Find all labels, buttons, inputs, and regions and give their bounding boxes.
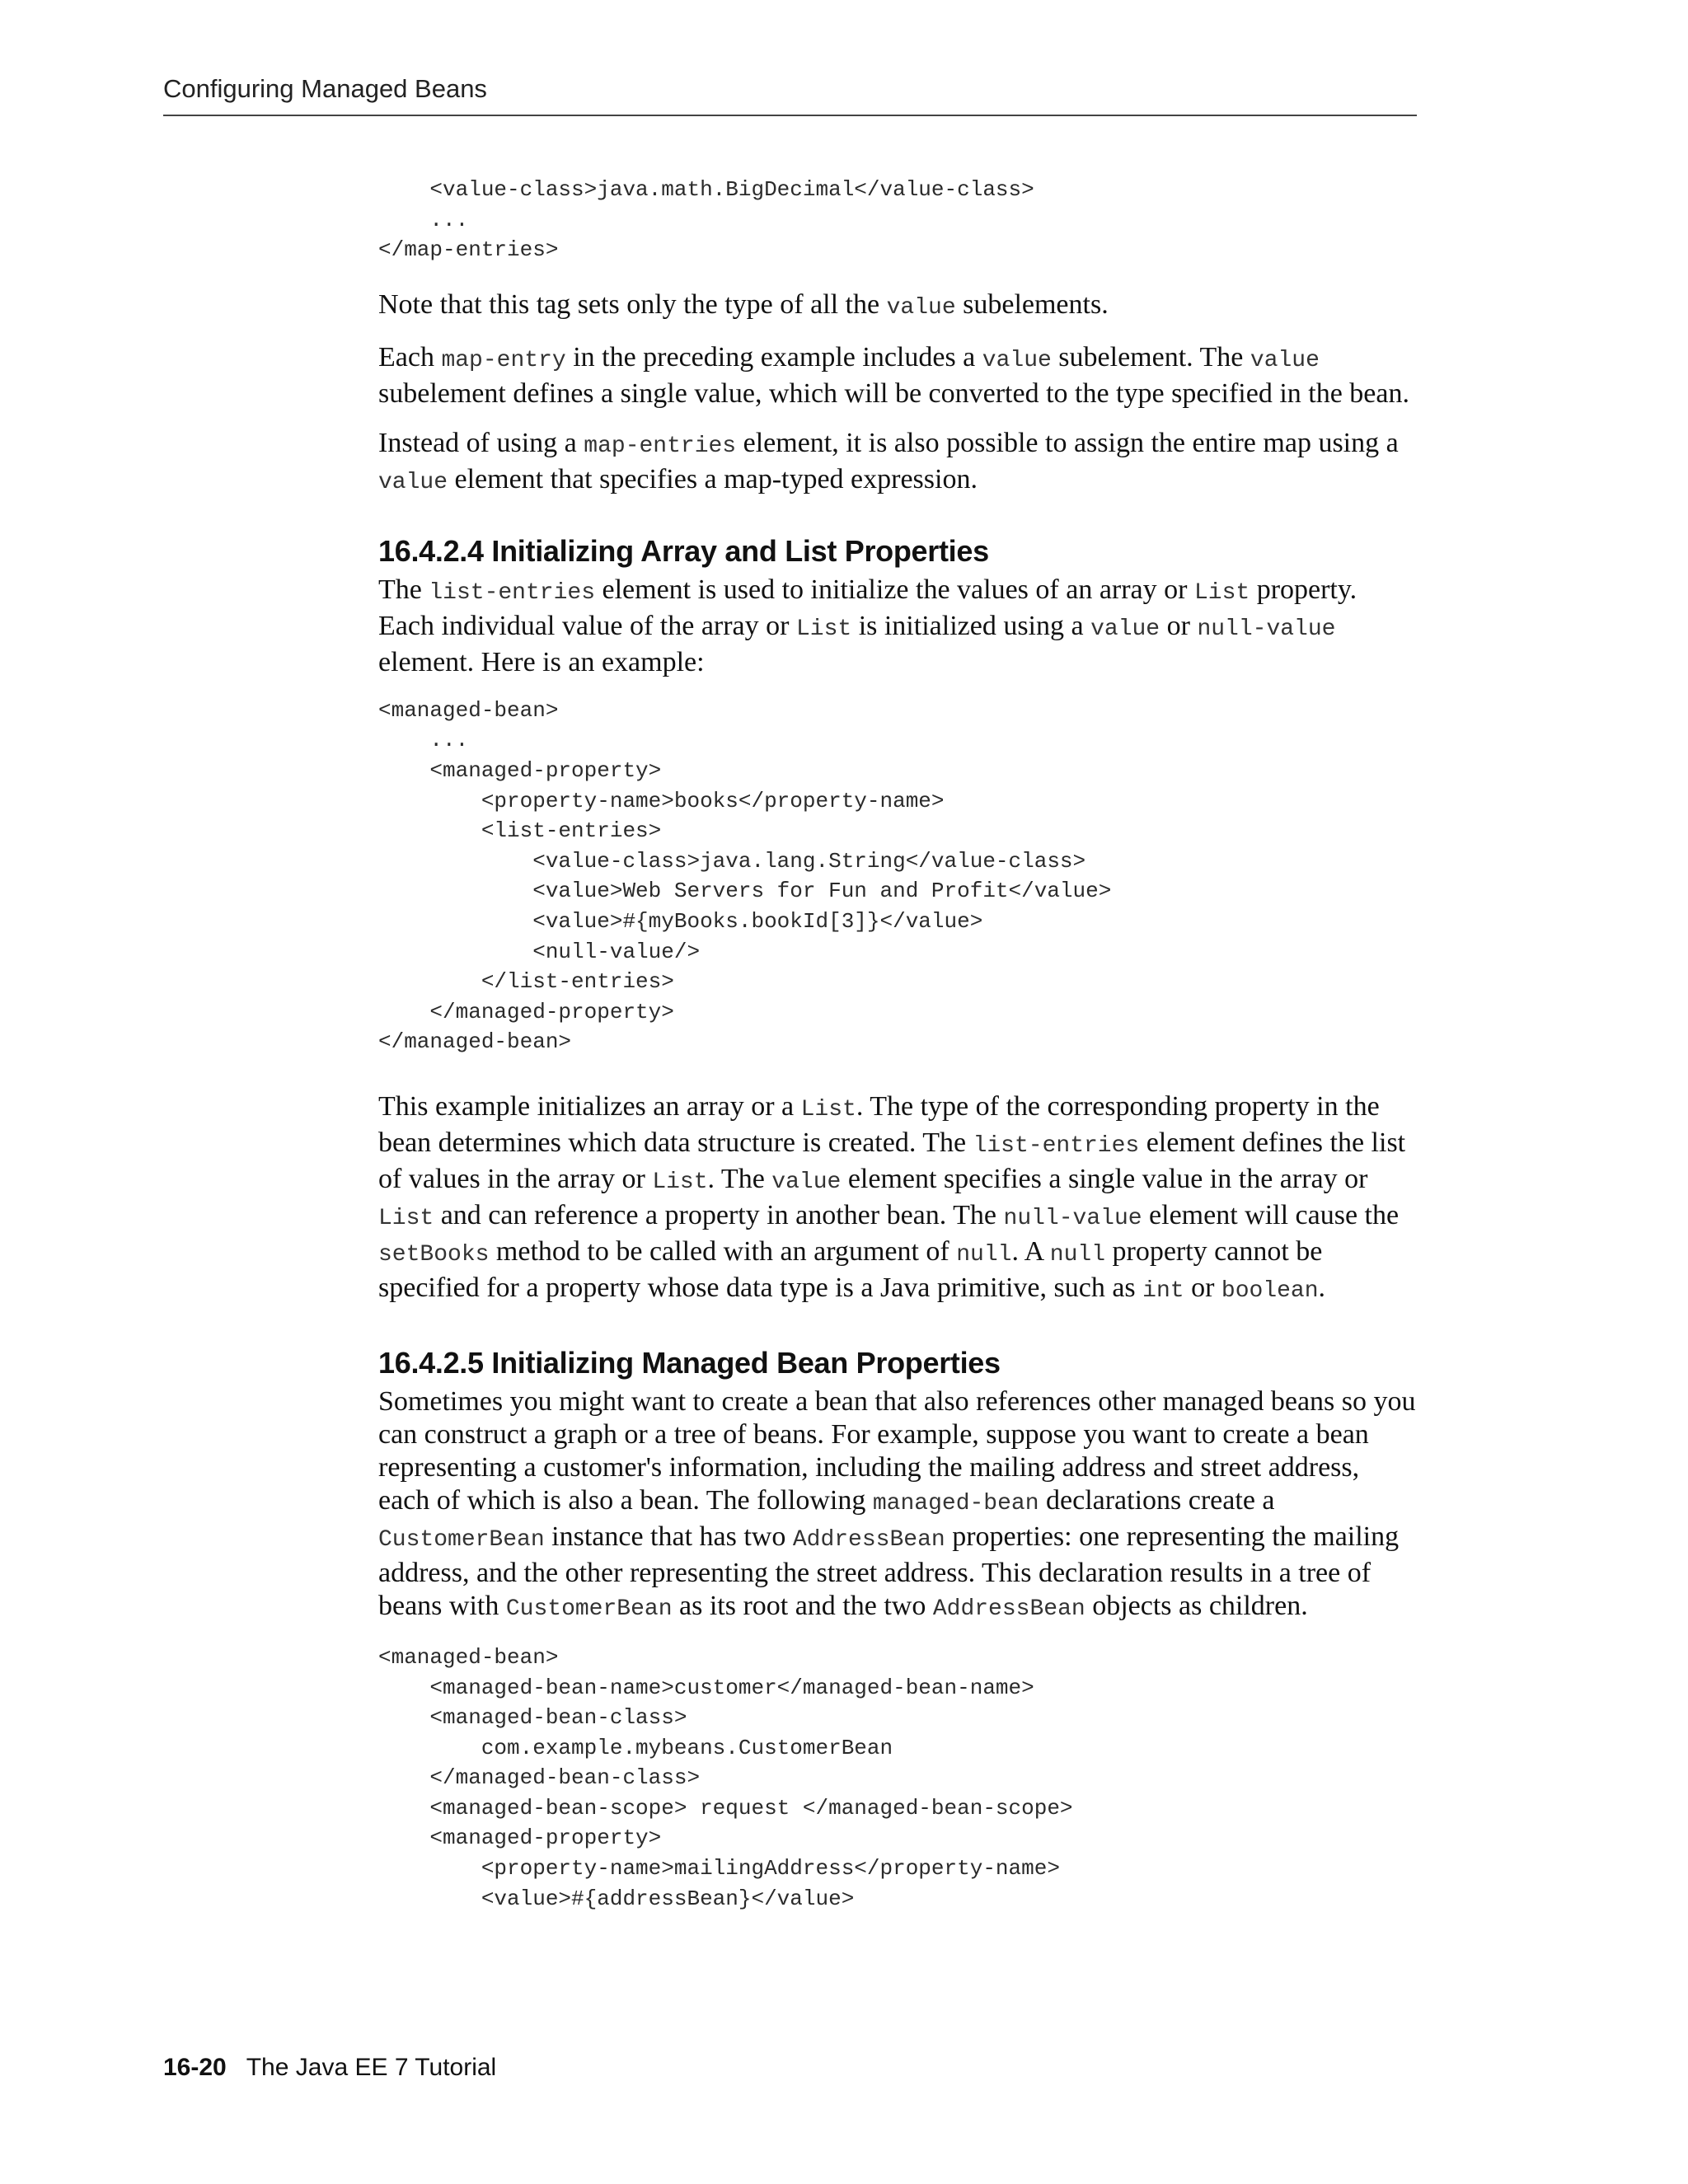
- code-block-list-entries: <managed-bean> ... <managed-property> <property-name>books</property-name> <list-entries> <value-class>java.lang.String</value-class> <value>Web Servers for Fun and Profit</value> <value>#{myBooks.bookId[3]}</value> <null-value/> </list-entries> </managed-property> </managed-bean>: [378, 697, 1112, 1055]
- paragraph-map-value: Instead of using a map-entries element, it is also possible to assign the entire map using a value element that specifies a map-typed expression.: [378, 427, 1399, 495]
- header-rule: [163, 115, 1417, 116]
- running-header: Configuring Managed Beans: [163, 74, 487, 103]
- section-heading-managed-bean-properties: 16.4.2.5 Initializing Managed Bean Properties: [378, 1345, 1001, 1380]
- paragraph-list-example: This example initializes an array or a List. The type of the corresponding property in the bean determines which data structure is created. The list-entries element defines the list of values in the array or List. The value element specifies a single value in the array or List and can reference a property in another bean. The null-value element will cause the setBooks method to be called with an argument of null. A null property cannot be specified for a property whose data type is a Java primitive, such as int or boolean.: [378, 1090, 1406, 1304]
- paragraph-list-entries: The list-entries element is used to initialize the values of an array or List property. Each individual value of the array or List is initialized using a value or null-value element. Here is an example:: [378, 574, 1357, 677]
- book-title: The Java EE 7 Tutorial: [246, 2054, 497, 2081]
- paragraph-value-type-note: Note that this tag sets only the type of all the value subelements.: [378, 288, 1109, 321]
- code-block-customer-bean: <managed-bean> <managed-bean-name>customer</managed-bean-name> <managed-bean-class> com.example.mybeans.CustomerBean </managed-bean-class> <managed-bean-scope> request </managed-bean-scope> <managed-property> <property-name>mailingAddress</property-name> <value>#{addressBean}</value>: [378, 1644, 1073, 1911]
- page-number: 16-20: [163, 2054, 227, 2081]
- paragraph-managed-bean-tree: Sometimes you might want to create a bean that also references other managed beans so you can construct a graph or a tree of beans. For example, suppose you want to create a bean representing a customer's information, including the mailing address and street address, each of which is also a bean. The following managed-bean declarations create a CustomerBean instance that has two AddressBean properties: one representing the mailing address, and the other representing the street address. This declaration results in a tree of beans with CustomerBean as its root and the two AddressBean objects as children.: [378, 1385, 1416, 1622]
- section-heading-array-list: 16.4.2.4 Initializing Array and List Properties: [378, 533, 989, 568]
- page-footer: [163, 2054, 496, 2082]
- page-content: [378, 165, 1417, 1914]
- paragraph-map-entry: Each map-entry in the preceding example includes a value subelement. The value subelement defines a single value, which will be converted to the type specified in the bean.: [378, 341, 1409, 409]
- code-block-map-entries: <value-class>java.math.BigDecimal</value-class> ... </map-entries>: [378, 177, 1034, 263]
